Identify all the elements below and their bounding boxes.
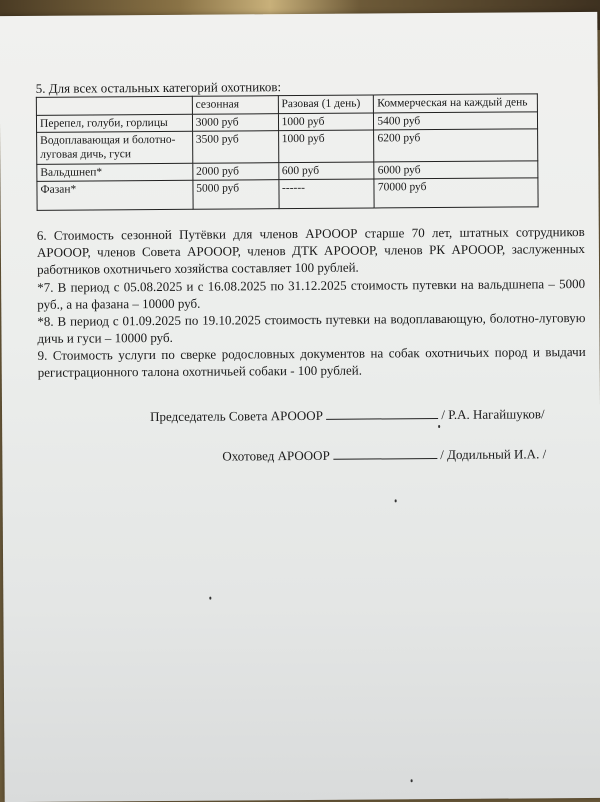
- document-page: [0, 12, 600, 802]
- paragraph-6: 6. Стоимость сезонной Путёвки для членов АРОООР старше 70 лет, штатных сотрудников АРОООР, членов Совета АРОООР, членов ДТК АРОООР, членов РК АРОООР, заслуженных работников охотничьего хозяйства составляет 100 рублей.: [36, 224, 585, 278]
- hunter-name: / Додильный И.А. /: [440, 446, 547, 463]
- paragraph-9: 9. Стоимость услуги по сверке родословных документов на собак охотничьих пород и выдачи регистрационного талона охотничьей собаки - 100 рублей.: [37, 344, 586, 381]
- hunter-title: Охотовед АРОООР: [222, 448, 330, 464]
- paper-speck: [395, 499, 397, 502]
- paper-speck: [438, 425, 440, 428]
- table-row: [37, 178, 538, 210]
- table-cell: 6200 руб: [374, 129, 538, 162]
- hunter-signature-line: [222, 446, 546, 465]
- table-cell: 1000 руб: [278, 113, 374, 131]
- table-cell: 600 руб: [278, 162, 374, 180]
- header-cell: Коммерческая на каждый день: [374, 94, 538, 113]
- table-cell: 70000 руб: [374, 178, 538, 208]
- paragraph-8: *8. В период с 01.09.2025 по 19.10.2025 стоимость путевки на водоплавающую, болотно-луговую дичь и гуси – 10000 руб.: [37, 309, 586, 346]
- table-cell: 6000 руб: [374, 160, 538, 179]
- paper-speck: [209, 597, 211, 600]
- price-table: [36, 93, 539, 210]
- table-cell: Водоплавающая и болотно-луговая дичь, гуси: [37, 131, 193, 164]
- document-content: [30, 76, 593, 464]
- paragraphs: [37, 223, 586, 381]
- chairman-name: / Р.А. Нагайшуков/: [441, 406, 545, 423]
- table-cell: 5400 руб: [374, 111, 538, 130]
- header-cell: [36, 96, 192, 114]
- table-cell: 1000 руб: [278, 130, 374, 162]
- paragraph-7: *7. В период с 05.08.2025 и с 16.08.2025 по 31.12.2025 стоимость путевки на вальдшнепа – 5000 руб., а на фазана – 10000 руб.: [37, 275, 586, 312]
- table-cell: 2000 руб: [192, 162, 278, 180]
- table-cell: ------: [278, 179, 374, 209]
- chairman-signature-line: [150, 406, 545, 426]
- table-cell: 3000 руб: [192, 113, 278, 131]
- signature-blank: [326, 406, 438, 420]
- table-cell: Перепел, голуби, горлицы: [36, 114, 192, 132]
- table-row: [37, 129, 538, 164]
- table-cell: Вальдшнеп*: [37, 163, 193, 181]
- paper-speck: [411, 779, 413, 782]
- section-5-heading: 5. Для всех остальных категорий охотников:: [35, 79, 282, 96]
- header-cell: Разовая (1 день): [278, 95, 374, 113]
- signature-block: [32, 397, 592, 464]
- header-cell: сезонная: [192, 96, 278, 114]
- signature-blank: [333, 446, 437, 460]
- chairman-title: Председатель Совета АРОООР: [150, 408, 323, 425]
- table-cell: 3500 руб: [192, 131, 278, 163]
- table-cell: Фазан*: [37, 180, 193, 210]
- table-cell: 5000 руб: [193, 180, 279, 210]
